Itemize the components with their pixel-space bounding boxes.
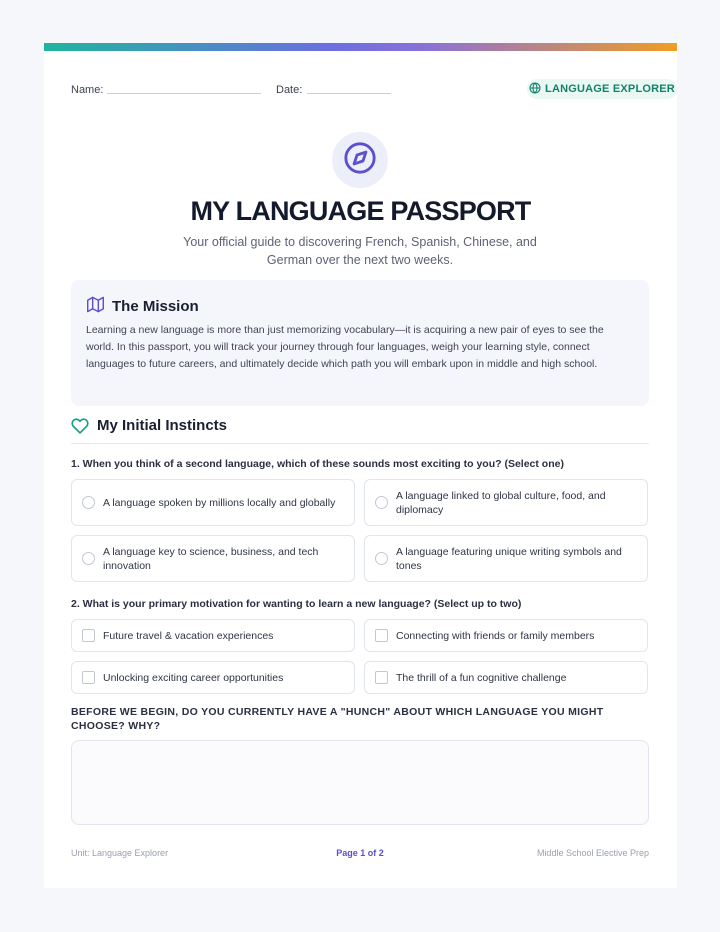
radio-button[interactable] [375,552,388,565]
worksheet-page [44,43,677,888]
radio-button[interactable] [375,496,388,509]
hunch-question: BEFORE WE BEGIN, DO YOU CURRENTLY HAVE A "HUNCH" ABOUT WHICH LANGUAGE YOU MIGHT CHOOSE? WHY? [71,706,604,732]
mission-title: The Mission [112,298,199,315]
q1-option[interactable] [364,479,648,526]
radio-button[interactable] [82,496,95,509]
compass-icon [343,141,377,180]
checkbox[interactable] [82,671,95,684]
q2-option-label: Unlocking exciting career opportunities [103,671,284,684]
q1-option-label: A language linked to global culture, food, and diplomacy [396,489,606,516]
name-label: Name: [71,84,104,96]
q2-option[interactable] [71,619,355,652]
date-field[interactable] [307,93,391,94]
footer-course: Middle School Elective Prep [536,848,649,858]
mission-heading [87,296,199,317]
emblem [332,132,388,188]
unit-badge [527,79,677,99]
mission-body: Learning a new language is more than just memorizing vocabulary—it is acquiring a new pair of eyes to see the world. In this passport, you will track your journey through four languages, weigh your learning style, connect languages to future careers, and ultimately decide which path you will embark upon in middle and high school. [86,324,604,370]
q2-option-label: Connecting with friends or family members [396,629,595,642]
badge-label: LANGUAGE EXPLORER [545,83,675,95]
page-title: MY LANGUAGE PASSPORT [190,196,531,226]
q2-option-label: The thrill of a fun cognitive challenge [396,671,567,684]
checkbox[interactable] [375,671,388,684]
hunch-answer-box[interactable] [71,740,649,825]
name-field[interactable] [107,93,261,94]
q2-option[interactable] [364,661,648,694]
globe-icon [529,82,541,97]
gradient-top-bar [44,43,677,51]
instincts-title: My Initial Instincts [97,417,228,434]
q1-option-label: A language featuring unique writing symbols and tones [396,545,622,572]
checkbox[interactable] [375,629,388,642]
q2-option[interactable] [364,619,648,652]
q1-option[interactable] [71,479,355,526]
q1-option-label: A language spoken by millions locally and globally [103,496,336,509]
question-1: 1. When you think of a second language, which of these sounds most exciting to you? (Select one) [71,458,564,470]
instincts-heading [71,417,649,444]
header-row [71,79,675,99]
q1-option[interactable] [364,535,648,582]
map-icon [87,296,104,317]
radio-button[interactable] [82,552,95,565]
q1-option-label: A language key to science, business, and tech innovation [103,545,319,572]
q2-option[interactable] [71,661,355,694]
footer-unit: Unit: Language Explorer [71,848,169,858]
mission-card [71,280,649,406]
date-label: Date: [276,84,303,96]
checkbox[interactable] [82,629,95,642]
footer-page-number: Page 1 of 2 [336,848,384,858]
page-footer [71,848,649,862]
q2-option-label: Future travel & vacation experiences [103,629,274,642]
page-subtitle: Your official guide to discovering French, Spanish, Chinese, and German over the next two weeks. [183,235,537,267]
heart-icon [71,417,89,439]
q1-option[interactable] [71,535,355,582]
question-2: 2. What is your primary motivation for wanting to learn a new language? (Select up to two) [71,598,522,610]
